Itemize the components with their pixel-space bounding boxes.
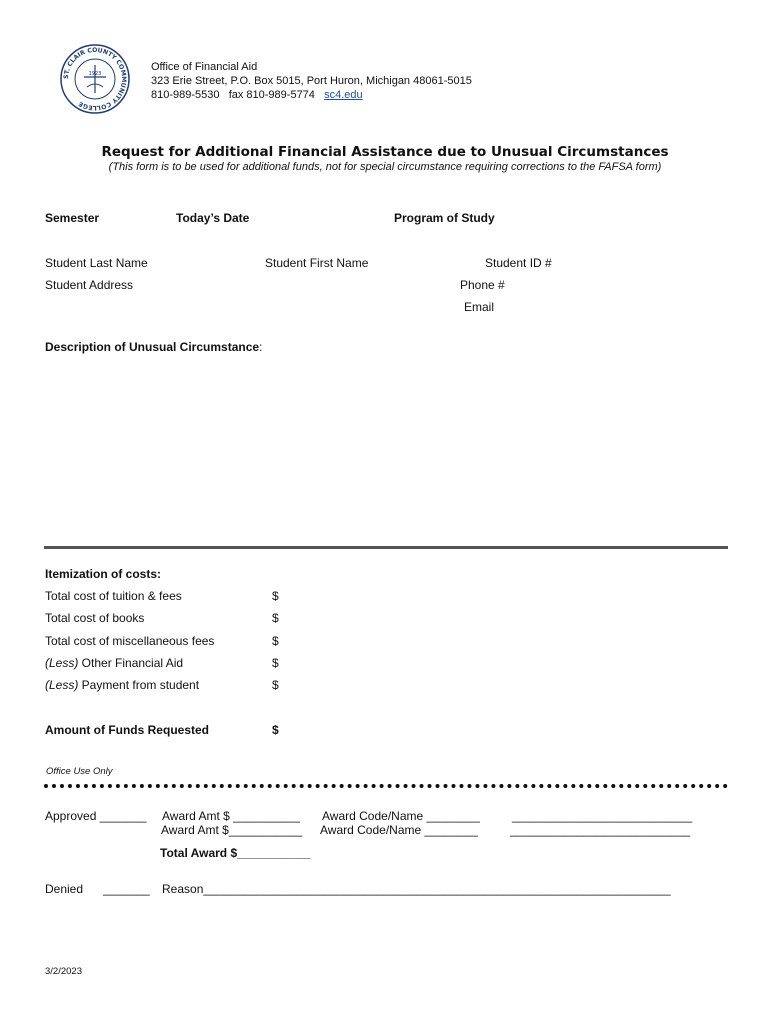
item-row-currency: $ [272, 678, 279, 692]
itemization-heading: Itemization of costs: [45, 567, 162, 581]
form-title: Request for Additional Financial Assistance due to Unusual Circumstances [101, 144, 669, 160]
office-fax: fax 810-989-5774 [228, 89, 315, 101]
first-name-label: Student First Name [265, 256, 369, 270]
denied-blank: _______ [103, 882, 150, 896]
item-row-label: Total cost of books [45, 611, 145, 625]
todays-date-label: Today’s Date [176, 211, 250, 225]
description-label: Description of Unusual Circumstance: [45, 340, 263, 354]
item-row-label: (Less) Payment from student [45, 678, 200, 692]
office-name: Office of Financial Aid [151, 61, 258, 73]
award-code-field: Award Code/Name ________ [320, 823, 478, 837]
footer-date: 3/2/2023 [45, 966, 82, 977]
seal-text: ST. CLAIR COUNTY COMMUNITY COLLEGE [62, 46, 128, 112]
website-link[interactable]: sc4.edu [324, 89, 363, 101]
award-code-field: Award Code/Name ________ [322, 809, 480, 823]
item-row-currency: $ [272, 589, 279, 603]
amount-requested-currency: $ [272, 723, 279, 737]
item-row-label: (Less) Other Financial Aid [45, 656, 184, 670]
student-id-label: Student ID # [485, 256, 552, 270]
address-label: Student Address [45, 278, 134, 292]
office-use-divider [44, 784, 728, 788]
item-row-label: Total cost of tuition & fees [45, 589, 182, 603]
total-award-field: Total Award $___________ [160, 846, 311, 860]
approved-field: Approved _______ [45, 809, 147, 823]
form-subtitle: (This form is to be used for additional funds, not for special circumstance requiring corrections to the FAFSA form) [108, 161, 662, 173]
office-contact [151, 88, 363, 102]
signature-line: ___________________________ [512, 809, 693, 823]
denied-label: Denied [45, 882, 84, 896]
section-divider [44, 546, 728, 549]
email-label: Email [464, 300, 495, 314]
item-row-currency: $ [272, 656, 279, 670]
item-row-currency: $ [272, 634, 279, 648]
item-row-currency: $ [272, 611, 279, 625]
amount-requested-label: Amount of Funds Requested [45, 723, 209, 737]
last-name-label: Student Last Name [45, 256, 148, 270]
seal-year: 1923 [88, 71, 102, 77]
item-row-label: Total cost of miscellaneous fees [45, 634, 215, 648]
reason-field: Reason______________________________________________________________________ [162, 882, 671, 896]
program-of-study-label: Program of Study [394, 211, 495, 225]
office-phone: 810-989-5530 [151, 89, 220, 101]
signature-line: ___________________________ [510, 823, 691, 837]
office-address: 323 Erie Street, P.O. Box 5015, Port Huron, Michigan 48061-5015 [151, 75, 472, 87]
semester-label: Semester [45, 211, 100, 225]
college-seal-logo [60, 44, 130, 114]
office-use-label: Office Use Only [46, 766, 113, 777]
phone-label: Phone # [460, 278, 505, 292]
award-amount-field: Award Amt $___________ [161, 823, 303, 837]
award-amount-field: Award Amt $ __________ [162, 809, 300, 823]
